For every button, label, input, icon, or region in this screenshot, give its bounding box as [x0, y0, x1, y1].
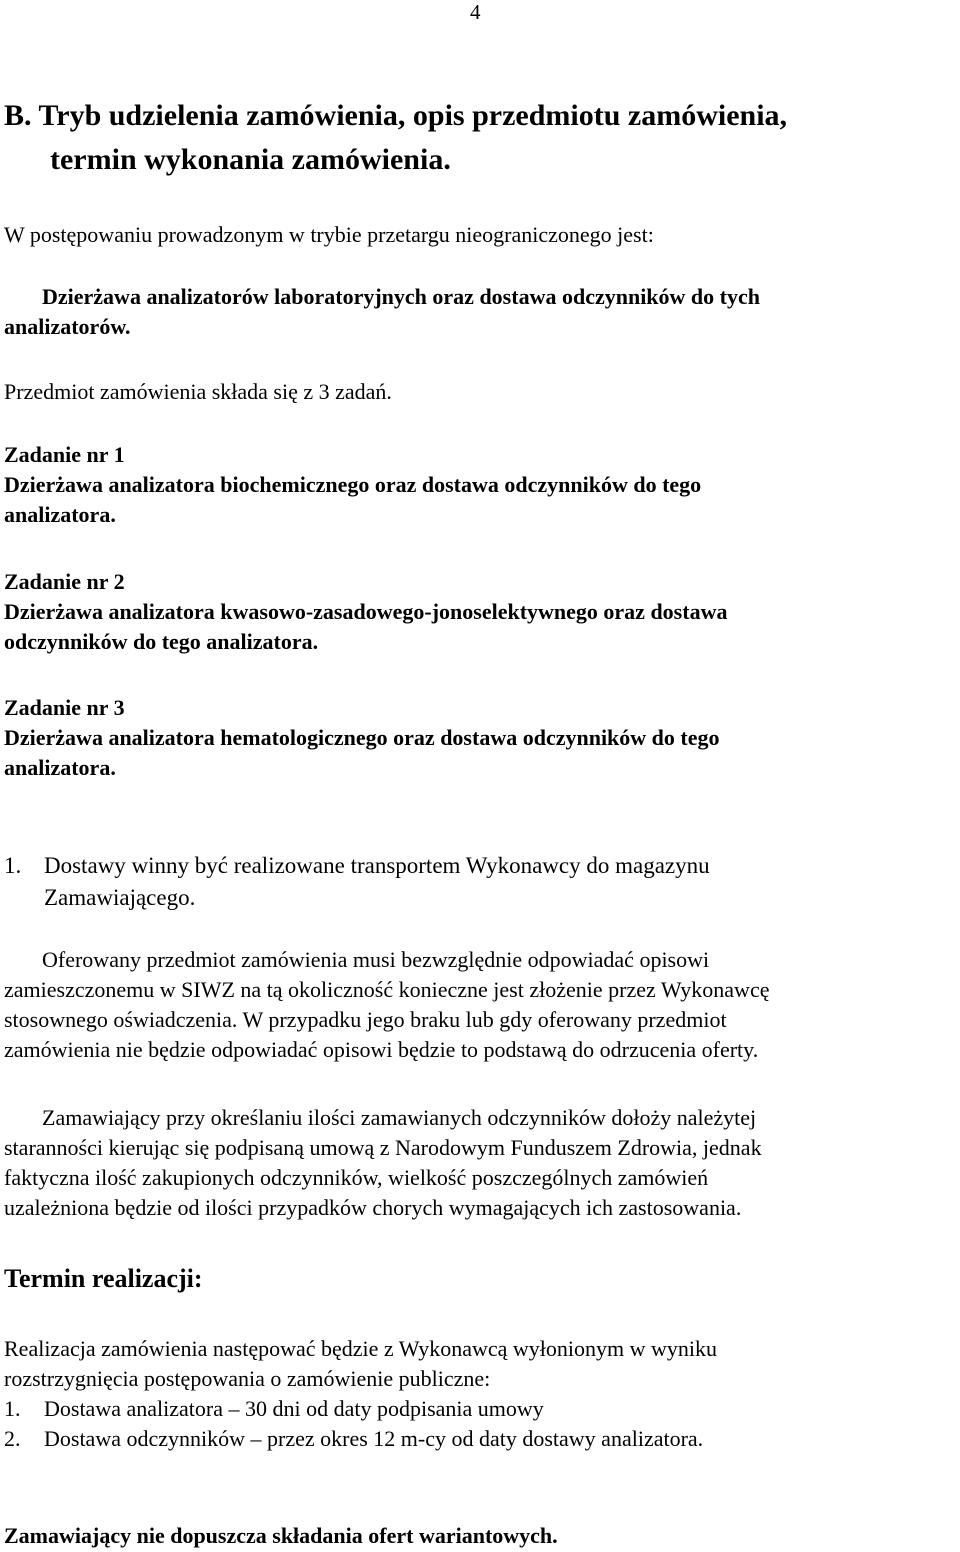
- task-description-line2: analizatora.: [4, 502, 116, 527]
- term-intro-line: rozstrzygnięcia postępowania o zamówienie publiczne:: [4, 1366, 491, 1391]
- delivery-item-number: 1.: [4, 853, 22, 878]
- delivery-item-line1: Dostawy winny być realizowane transportem Wykonawcy do magazynu: [44, 853, 710, 878]
- term-item: [4, 1424, 717, 1454]
- page-number: 4: [470, 0, 481, 24]
- paragraph-line: uzależniona będzie od ilości przypadków chorych wymagających ich zastosowania.: [4, 1195, 742, 1220]
- task-2: [4, 567, 727, 657]
- delivery-item: [4, 850, 710, 914]
- term-item-text: Dostawa analizatora – 30 dni od daty podpisania umowy: [44, 1396, 544, 1421]
- task-3: [4, 693, 720, 783]
- task-1: [4, 440, 701, 530]
- paragraph-line: faktyczna ilość zakupionych odczynników, wielkość poszczególnych zamówień: [4, 1165, 709, 1190]
- paragraph-line: stosownego oświadczenia. W przypadku jego braku lub gdy oferowany przedmiot: [4, 1007, 727, 1032]
- task-heading: Zadanie nr 2: [4, 569, 125, 594]
- paragraph-quantities: [4, 1103, 762, 1223]
- task-heading: Zadanie nr 3: [4, 695, 125, 720]
- term-section: [4, 1334, 717, 1454]
- subject-line2: analizatorów.: [4, 314, 131, 339]
- final-note: Zamawiający nie dopuszcza składania ofert wariantowych.: [4, 1523, 558, 1548]
- task-description-line1: Dzierżawa analizatora biochemicznego oraz dostawa odczynników do tego: [4, 472, 702, 497]
- term-item: [4, 1394, 717, 1424]
- tasks-count-text: Przedmiot zamówienia składa się z 3 zadań.: [4, 379, 392, 404]
- section-title-line1: B. Tryb udzielenia zamówienia, opis przedmiotu zamówienia,: [4, 99, 788, 132]
- task-description-line2: analizatora.: [4, 755, 116, 780]
- paragraph-line: Zamawiający przy określaniu ilości zamawianych odczynników dołoży należytej: [42, 1105, 757, 1130]
- intro-text: W postępowaniu prowadzonym w trybie przetargu nieograniczonego jest:: [4, 222, 654, 247]
- delivery-item-line2: Zamawiającego.: [44, 885, 196, 910]
- paragraph-line: zamówienia nie będzie odpowiadać opisowi będzie to podstawą do odrzucenia oferty.: [4, 1037, 759, 1062]
- term-intro-line: Realizacja zamówienia następować będzie z Wykonawcą wyłonionym w wyniku: [4, 1336, 718, 1361]
- paragraph-line: staranności kierując się podpisaną umową z Narodowym Funduszem Zdrowia, jednak: [4, 1135, 762, 1160]
- task-heading: Zadanie nr 1: [4, 442, 125, 467]
- section-title-line2: termin wykonania zamówienia.: [50, 143, 451, 176]
- term-item-text: Dostawa odczynników – przez okres 12 m-cy od daty dostawy analizatora.: [44, 1426, 704, 1451]
- subject-line1: Dzierżawa analizatorów laboratoryjnych oraz dostawa odczynników do tych: [42, 284, 760, 309]
- paragraph-line: zamieszczonemu w SIWZ na tą okoliczność konieczne jest złożenie przez Wykonawcę: [4, 977, 770, 1002]
- paragraph-offer-compliance: [4, 945, 769, 1065]
- term-item-number: 1.: [4, 1396, 21, 1421]
- term-item-number: 2.: [4, 1426, 21, 1451]
- subject-text: [4, 282, 760, 342]
- paragraph-line: Oferowany przedmiot zamówienia musi bezwzględnie odpowiadać opisowi: [42, 947, 710, 972]
- task-description-line1: Dzierżawa analizatora kwasowo-zasadowego-jonoselektywnego oraz dostawa: [4, 599, 728, 624]
- task-description-line2: odczynników do tego analizatora.: [4, 629, 319, 654]
- section-title: [4, 94, 787, 182]
- task-description-line1: Dzierżawa analizatora hematologicznego oraz dostawa odczynników do tego: [4, 725, 720, 750]
- term-heading: Termin realizacji:: [4, 1264, 203, 1293]
